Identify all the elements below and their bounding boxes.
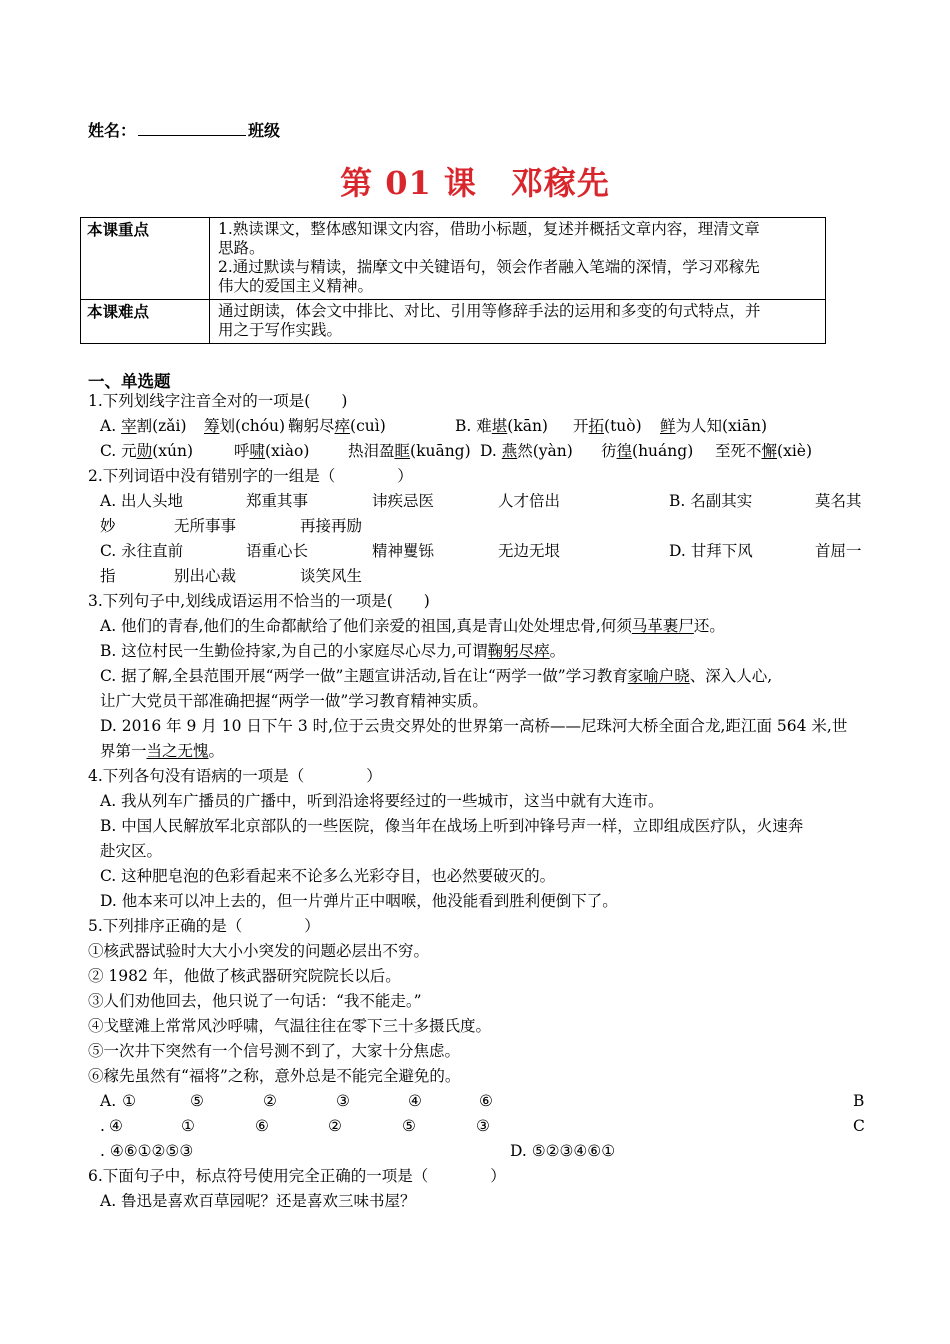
q2-word: 指: [100, 567, 116, 585]
q2-word: 人才倍出: [498, 492, 561, 510]
q3-option-a[interactable]: A. 他们的青春,他们的生命都献给了他们亲爱的祖国,真是青山处处埋忠骨,何须马革裹尸还。: [100, 617, 725, 635]
q1-option-a[interactable]: A. 宰割(zǎi): [100, 417, 187, 435]
q2-word: 再接再励: [300, 517, 363, 535]
q4-option-a[interactable]: A. 我从列车广播员的广播中，听到沿途将要经过的一些城市，这当中就有大连市。: [100, 792, 664, 810]
q3-option-c-line2: 让广大党员干部准确把握“两学一做”学习教育精神实质。: [100, 692, 488, 710]
q1-stem: 1.下列划线字注音全对的一项是( ): [88, 392, 348, 410]
q1-option-c[interactable]: C. 元勋(xún): [100, 442, 193, 460]
focus-line: 1.熟读课文，整体感知课文内容，借助小标题，复述并概括文章内容，理清文章: [218, 220, 760, 238]
focus-label: 本课重点: [81, 218, 210, 300]
q2-word: 郑重其事: [246, 492, 309, 510]
q5-order-item: ④: [408, 1092, 422, 1110]
q1-option-b-word3: 鲜为人知(xiān): [660, 417, 768, 435]
q5-order-item: ⑤: [190, 1092, 204, 1110]
q5-order-item: ①: [181, 1117, 195, 1135]
q1-option-d-word3: 至死不懈(xiè): [715, 442, 812, 460]
q5-order-item: ③: [476, 1117, 490, 1135]
q3-stem: 3.下列句子中,划线成语运用不恰当的一项是( ): [88, 592, 430, 610]
q6-option-a[interactable]: A. 鲁迅是喜欢百草园呢？还是喜欢三味书屋？: [100, 1192, 416, 1210]
q6-stem: 6.下面句子中，标点符号使用完全正确的一项是（ ）: [88, 1167, 506, 1185]
q5-stem: 5.下列排序正确的是（ ）: [88, 917, 320, 935]
q2-stem: 2.下列词语中没有错别字的一组是（ ）: [88, 467, 413, 485]
q5-option-a[interactable]: A. ①: [100, 1092, 137, 1110]
q3-option-d[interactable]: D. 2016 年 9 月 10 日下午 3 时,位于云贵交界处的世界第一高桥——尼珠河大桥全面合龙,距江面 564 米,世: [100, 717, 848, 735]
section-heading: 一、单选题: [88, 372, 171, 391]
q5-order-item: ⑥: [479, 1092, 493, 1110]
focus-content: [210, 218, 826, 300]
difficulty-line: 通过朗读，体会文中排比、对比、引用等修辞手法的运用和多变的句式特点，并: [218, 302, 761, 320]
difficulty-content: [210, 300, 826, 344]
q1-option-a-word3: 鞠躬尽瘁(cuì): [288, 417, 386, 435]
q4-stem: 4.下列各句没有语病的一项是（ ）: [88, 767, 382, 785]
q2-word: 谈笑风生: [300, 567, 363, 585]
key-points-table: [80, 217, 826, 344]
q5-sentence: ④戈壁滩上常常风沙呼啸，气温往往在零下三十多摄氏度。: [88, 1017, 492, 1035]
q5-sentence: ①核武器试验时大大小小突发的问题必层出不穷。: [88, 942, 430, 960]
q5-option-c[interactable]: C: [853, 1117, 865, 1135]
q3-option-b[interactable]: B. 这位村民一生勤俭持家,为自己的小家庭尽心尽力,可谓鞠躬尽瘁。: [100, 642, 566, 660]
student-name-class-line: [88, 118, 280, 141]
q2-word: 妙: [100, 517, 116, 535]
q2-word: 无所事事: [174, 517, 237, 535]
class-label: 班级: [248, 121, 281, 140]
q2-word: 语重心长: [246, 542, 309, 560]
difficulty-line: 用之于写作实践。: [218, 321, 343, 339]
q5-order-item: ②: [328, 1117, 342, 1135]
q1-option-d[interactable]: D. 燕然(yàn): [480, 442, 573, 460]
lesson-title: [0, 158, 950, 204]
name-label: 姓名：: [88, 121, 137, 140]
q4-option-c[interactable]: C. 这种肥皂泡的色彩看起来不论多么光彩夺目，也必然要破灭的。: [100, 867, 556, 885]
table-row: [81, 300, 826, 344]
q5-sentence: ② 1982 年，他做了核武器研究院院长以后。: [88, 967, 401, 985]
name-blank[interactable]: [138, 121, 246, 136]
q2-option-c[interactable]: C. 永往直前: [100, 542, 184, 560]
q1-option-b-word2: 开拓(tuò): [573, 417, 642, 435]
q4-option-b-line2: 赴灾区。: [100, 842, 163, 860]
q5-order-item: ⑥: [255, 1117, 269, 1135]
q4-option-b[interactable]: B. 中国人民解放军北京部队的一些医院，像当年在战场上听到冲锋号声一样，立即组成医疗队，火速奔: [100, 817, 804, 835]
q2-word: 无边无垠: [498, 542, 561, 560]
focus-line: 伟大的爱国主义精神。: [218, 277, 374, 295]
q1-option-d-word2: 彷徨(huáng): [601, 442, 694, 460]
q2-word: 精神矍铄: [372, 542, 435, 560]
q5-sentence: ⑤一次井下突然有一个信号测不到了，大家十分焦虑。: [88, 1042, 461, 1060]
focus-line: 2.通过默读与精读，揣摩文中关键语句，领会作者融入笔端的深情，学习邓稼先: [218, 258, 760, 276]
q5-option-b[interactable]: B: [853, 1092, 865, 1110]
q5-order-item: ③: [336, 1092, 350, 1110]
q1-option-c-word3: 热泪盈眶(kuāng): [348, 442, 471, 460]
q2-option-d[interactable]: D. 甘拜下风: [669, 542, 753, 560]
q5-option-d[interactable]: D. ⑤②③④⑥①: [510, 1142, 616, 1160]
q3-option-c[interactable]: C. 据了解,全县范围开展“两学一做”主题宣讲活动,旨在让“两学一做”学习教育家喻户晓、深入人心,: [100, 667, 773, 685]
lesson-name: 邓稼先: [510, 164, 610, 202]
q5-order-item: ②: [263, 1092, 277, 1110]
q5-sentence: ⑥稼先虽然有“福将”之称，意外总是不能完全避免的。: [88, 1067, 461, 1085]
q2-word: 别出心裁: [174, 567, 237, 585]
q2-word: 讳疾忌医: [372, 492, 435, 510]
q2-word: 莫名其: [815, 492, 862, 510]
q3-option-d-line2: 界第一当之无愧。: [100, 742, 225, 760]
q2-option-b[interactable]: B. 名副其实: [669, 492, 753, 510]
q1-option-a-word2: 筹划(chóu): [204, 417, 286, 435]
q2-option-a[interactable]: A. 出人头地: [100, 492, 184, 510]
difficulty-label: 本课难点: [81, 300, 210, 344]
q5-option-b-row: . ④: [100, 1117, 123, 1135]
q1-option-b[interactable]: B. 难堪(kān): [455, 417, 548, 435]
q1-option-c-word2: 呼啸(xiào): [234, 442, 310, 460]
q5-sentence: ③人们劝他回去，他只说了一句话：“我不能走。”: [88, 992, 422, 1010]
q5-order-item: ⑤: [402, 1117, 416, 1135]
focus-line: 思路。: [218, 239, 265, 257]
lesson-number: 第 01 课: [340, 164, 477, 202]
q2-word: 首屈一: [815, 542, 862, 560]
q4-option-d[interactable]: D. 他本来可以冲上去的，但一片弹片正中咽喉，他没能看到胜利便倒下了。: [100, 892, 618, 910]
q5-option-c-answer: . ④⑥①②⑤③: [100, 1142, 194, 1160]
table-row: [81, 218, 826, 300]
